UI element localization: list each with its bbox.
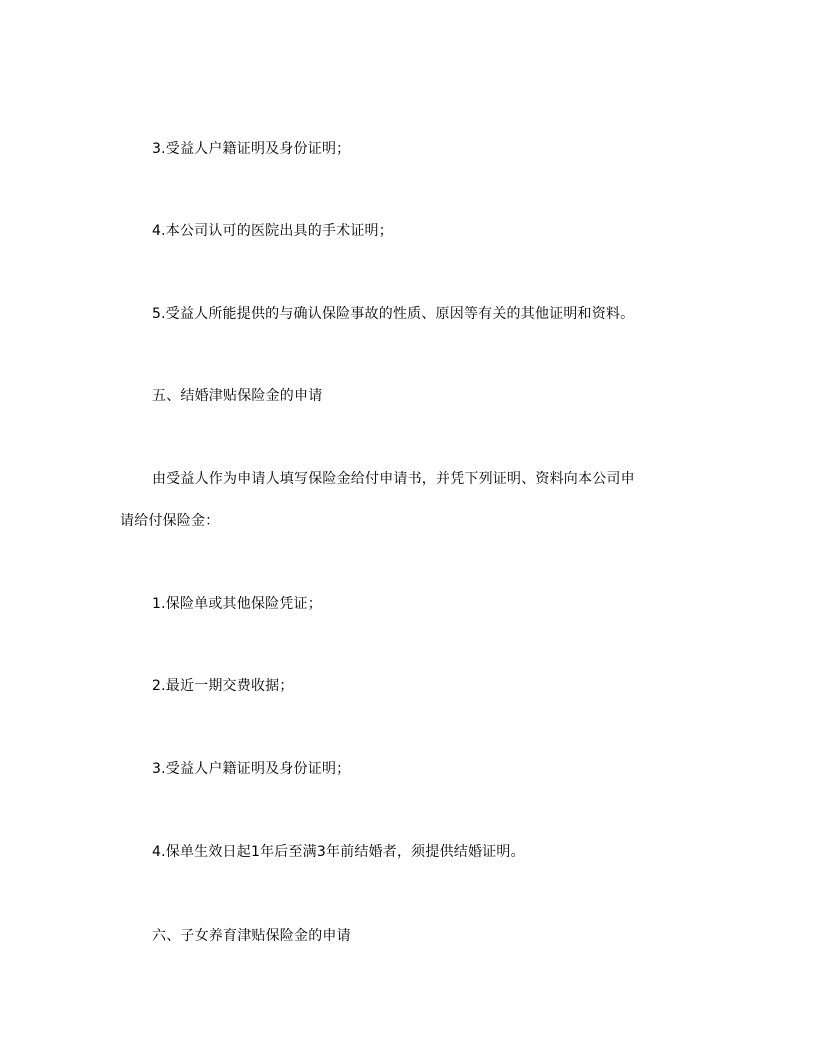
list-item: 1.保险单或其他保险凭证； xyxy=(152,596,322,612)
paragraph-line: 请给付保险金： xyxy=(120,513,220,529)
list-item: 4.本公司认可的医院出具的手术证明； xyxy=(152,223,393,239)
list-item: 3.受益人户籍证明及身份证明； xyxy=(152,761,351,777)
list-item: 2.最近一期交费收据； xyxy=(152,678,294,694)
list-item: 3.受益人户籍证明及身份证明； xyxy=(152,141,351,157)
paragraph-line: 由受益人作为申请人填写保险金给付申请书，并凭下列证明、资料向本公司申 xyxy=(152,471,635,487)
list-item: 5.受益人所能提供的与确认保险事故的性质、原因等有关的其他证明和资料。 xyxy=(152,306,635,322)
section-heading: 六、子女养育津贴保险金的申请 xyxy=(152,928,351,944)
section-heading: 五、结婚津贴保险金的申请 xyxy=(152,388,323,404)
list-item: 4.保单生效日起1年后至满3年前结婚者，须提供结婚证明。 xyxy=(152,844,525,860)
